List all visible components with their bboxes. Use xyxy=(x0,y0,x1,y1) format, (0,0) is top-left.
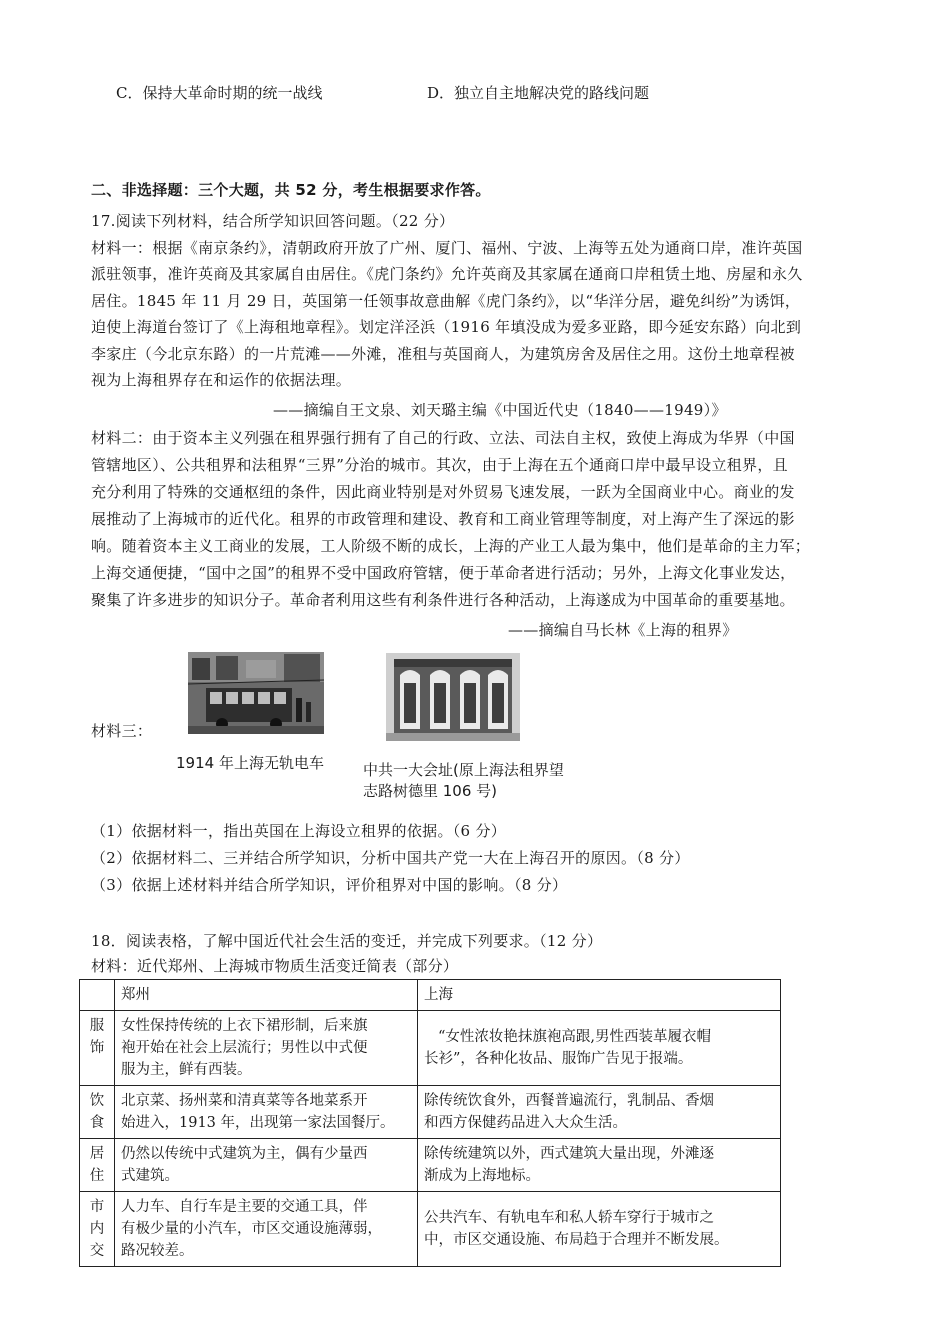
cell-line: 仍然以传统中式建筑为主，偶有少量西 xyxy=(121,1146,368,1162)
cell-line: 中，市区交通设施、布局趋于合理并不断发展。 xyxy=(424,1232,729,1248)
q17-m2-line: 上海交通便捷，“国中之国”的租界不受中国政府管辖，便于革命者进行活动；另外，上海文化事业发达， xyxy=(91,564,796,582)
cell-line: 路况较差。 xyxy=(121,1243,194,1259)
option-c: C．保持大革命时期的统一战线 xyxy=(116,84,323,102)
q17-m2-line: 充分利用了特殊的交通枢纽的条件，因此商业特别是对外贸易飞速发展，一跃为全国商业中心。商业的发 xyxy=(91,483,795,501)
cell-line: 北京菜、扬州菜和清真菜等各地菜系开 xyxy=(121,1093,368,1109)
row-label-char: 住 xyxy=(89,1168,105,1184)
q18-title: 18．阅读表格，了解中国近代社会生活的变迁，并完成下列要求。（12 分） xyxy=(91,932,603,950)
row-label xyxy=(80,1139,115,1192)
row-label-char: 饰 xyxy=(89,1040,105,1056)
q17-subquestion-2: （2）依据材料二、三并结合所学知识，分析中国共产党一大在上海召开的原因。（8 分） xyxy=(91,849,690,867)
row-label-char: 食 xyxy=(89,1115,105,1131)
row-label-char: 饮 xyxy=(89,1093,105,1109)
row-label xyxy=(80,1192,115,1267)
cell-line: 袍开始在社会上层流行；男性以中式便 xyxy=(121,1040,368,1056)
row-label-char: 交 xyxy=(89,1243,105,1259)
q17-m1-line: 视为上海租界存在和运作的依据法理。 xyxy=(91,371,352,389)
life-changes-table xyxy=(79,979,781,1267)
q17-m2-line: 材料二：由于资本主义列强在租界强行拥有了自己的行政、立法、司法自主权，致使上海成为华界（中国 xyxy=(91,429,795,447)
q17-title: 17.阅读下列材料，结合所学知识回答问题。（22 分） xyxy=(91,212,455,230)
cell-line: 除传统饮食外，西餐普遍流行，乳制品、香烟 xyxy=(424,1093,714,1109)
congress-site-photo xyxy=(386,653,520,741)
shanghai-cell xyxy=(418,1192,781,1267)
row-label xyxy=(80,1086,115,1139)
row-label xyxy=(80,1011,115,1086)
shanghai-cell xyxy=(418,1011,781,1086)
cell-line: 女性保持传统的上衣下裙形制，后来旗 xyxy=(121,1018,368,1034)
cell-line: 式建筑。 xyxy=(121,1168,179,1184)
q17-subquestion-3: （3）依据上述材料并结合所学知识，评价租界对中国的影响。（8 分） xyxy=(91,876,568,894)
cell-line: 公共汽车、有轨电车和私人轿车穿行于城市之 xyxy=(424,1210,714,1226)
row-label-char: 市 xyxy=(89,1199,105,1215)
cell-line: 有极少量的小汽车，市区交通设施薄弱， xyxy=(121,1221,382,1237)
q18-material: 材料：近代郑州、上海城市物质生活变迁简表（部分） xyxy=(91,957,459,975)
trolleybus-photo-image xyxy=(188,652,324,734)
cell-line: 长衫”，各种化妆品、服饰广告见于报端。 xyxy=(424,1051,693,1067)
q17-m2-source: ——摘编自马长林《上海的租界》 xyxy=(508,621,738,639)
cell-line: 服为主，鲜有西装。 xyxy=(121,1062,252,1078)
cell-line: 人力车、自行车是主要的交通工具，伴 xyxy=(121,1199,368,1215)
row-label-char: 居 xyxy=(89,1146,105,1162)
zhengzhou-cell xyxy=(115,1011,418,1086)
q17-m1-source: ——摘编自王文泉、刘天璐主编《中国近代史（1840——1949）》 xyxy=(273,401,727,419)
zhengzhou-cell xyxy=(115,1086,418,1139)
cell-line: 始进入，1913 年，出现第一家法国餐厅。 xyxy=(121,1115,395,1131)
table-row xyxy=(80,1011,781,1086)
trolleybus-photo xyxy=(188,652,324,734)
option-d: D．独立自主地解决党的路线问题 xyxy=(427,84,650,102)
cell-line: 渐成为上海地标。 xyxy=(424,1168,540,1184)
q17-m2-line: 管辖地区）、公共租界和法租界“三界”分治的城市。其次，由于上海在五个通商口岸中最早设立租界，且 xyxy=(91,456,788,474)
q17-m1-line: 李家庄（今北京东路）的一片荒滩——外滩，准租与英国商人，为建筑房舍及居住之用。这份土地章程被 xyxy=(91,345,795,363)
table-row xyxy=(80,1139,781,1192)
q17-m3-label: 材料三： xyxy=(91,722,153,740)
trolleybus-caption: 1914 年上海无轨电车 xyxy=(176,754,324,772)
q17-m2-line: 聚集了许多进步的知识分子。革命者利用这些有利条件进行各种活动，上海遂成为中国革命的重要基地。 xyxy=(91,591,795,609)
row-label-char: 内 xyxy=(89,1221,105,1237)
q17-m1-line: 材料一：根据《南京条约》，清朝政府开放了广州、厦门、福州、宁波、上海等五处为通商口岸，准许英国 xyxy=(91,239,803,257)
q17-m2-line: 响。随着资本主义工商业的发展，工人阶级不断的成长，上海的产业工人最为集中，他们是革命的主力军； xyxy=(91,537,811,555)
section-heading: 二、非选择题：三个大题，共 52 分，考生根据要求作答。 xyxy=(91,181,491,199)
zhengzhou-cell xyxy=(115,1139,418,1192)
shanghai-cell xyxy=(418,1139,781,1192)
table-header-cell: 郑州 xyxy=(115,980,418,1011)
table-header-row xyxy=(80,980,781,1011)
table-header-cell xyxy=(80,980,115,1011)
table-header-cell: 上海 xyxy=(418,980,781,1011)
table-row xyxy=(80,1086,781,1139)
q17-m1-line: 迫使上海道台签订了《上海租地章程》。划定洋泾浜（1916 年填没成为爱多亚路，即今延安东路）向北到 xyxy=(91,318,802,336)
q17-m1-line: 居住。1845 年 11 月 29 日，英国第一任领事故意曲解《虎门条约》，以“华洋分居，避免纠纷”为诱饵， xyxy=(91,292,801,310)
congress-site-photo-image xyxy=(386,653,520,741)
q17-subquestion-1: （1）依据材料一，指出英国在上海设立租界的依据。（6 分） xyxy=(91,822,507,840)
zhengzhou-cell xyxy=(115,1192,418,1267)
q17-m2-line: 展推动了上海城市的近代化。租界的市政管理和建设、教育和工商业管理等制度，对上海产生了深远的影 xyxy=(91,510,795,528)
cell-line: 除传统建筑以外，西式建筑大量出现，外滩逐 xyxy=(424,1146,714,1162)
q17-m1-line: 派驻领事，准许英商及其家属自由居住。《虎门条约》允许英商及其家属在通商口岸租赁土地、房屋和永久 xyxy=(91,265,803,283)
shanghai-cell xyxy=(418,1086,781,1139)
row-label-char: 服 xyxy=(89,1018,105,1034)
congress-site-caption-line: 志路树德里 106 号) xyxy=(363,782,498,800)
cell-line: “女性浓妆艳抹旗袍高跟,男性西装革履衣帽 xyxy=(438,1029,712,1045)
cell-line: 和西方保健药品进入大众生活。 xyxy=(424,1115,627,1131)
congress-site-caption-line: 中共一大会址(原上海法租界望 xyxy=(363,761,564,779)
table-row xyxy=(80,1192,781,1267)
